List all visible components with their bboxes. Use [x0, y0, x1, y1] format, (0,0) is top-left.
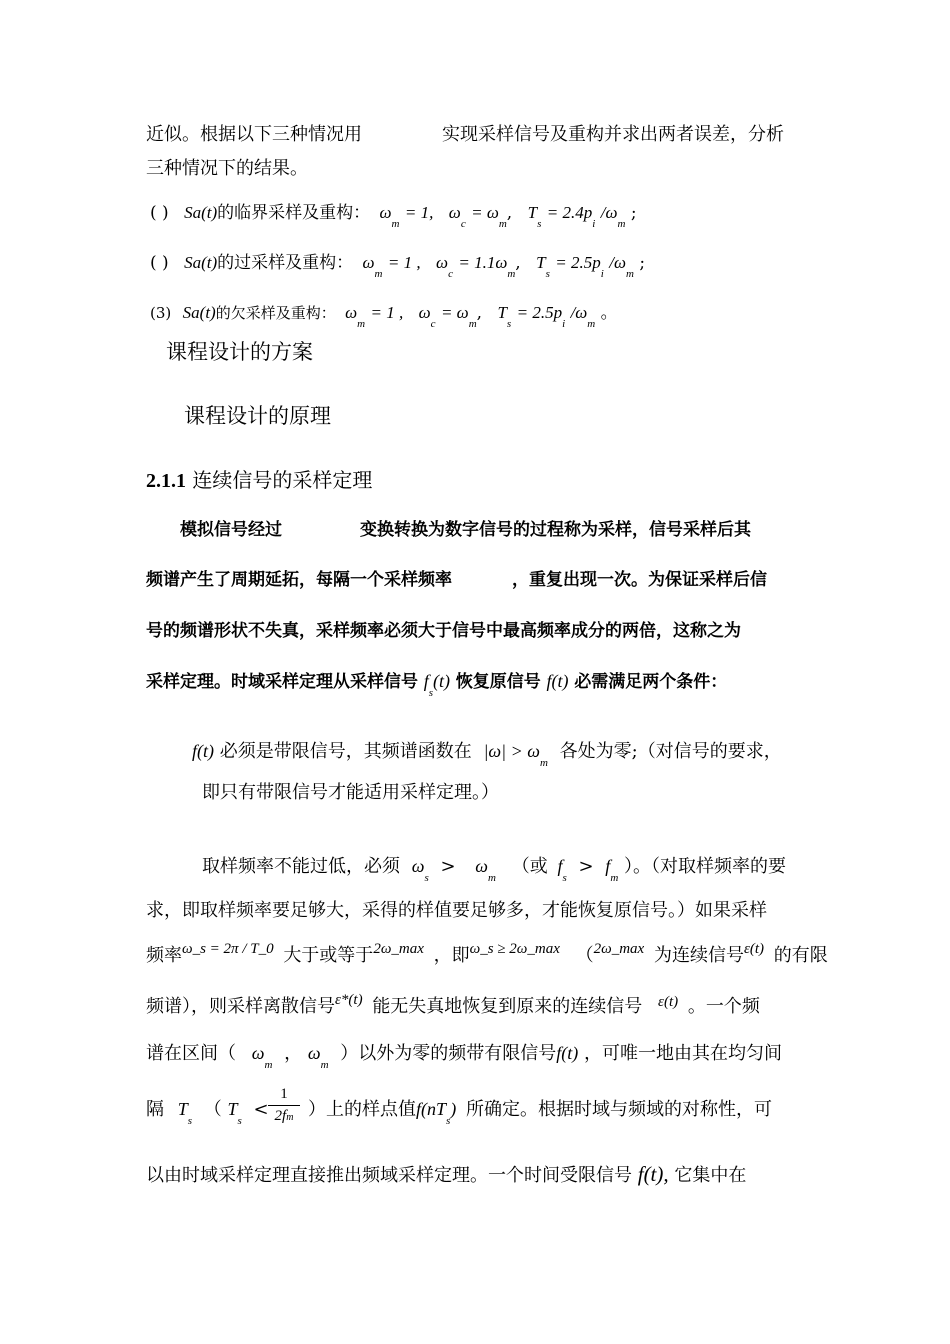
case-1-omega-c: ω [448, 203, 461, 222]
para3-l1-text-a: 取样频率不能过低，必须 [202, 856, 400, 877]
case-2-desc: 的过采样及重构： [217, 253, 354, 273]
case-1-slash-omega: /ω [600, 203, 618, 222]
para3-l6-text-c: ）上的样点值 [308, 1099, 416, 1120]
para1-l4-text-c: 必需满足两个条件： [574, 672, 728, 692]
case-2-f2-rest: = 1.1ω [458, 253, 508, 272]
sub: m [617, 218, 626, 230]
math-omega-gt: |ω| > ω [483, 741, 540, 761]
para3-line5: 谱在区间（ $\omega_m$ ， $\omega_m$ ）以外为零的频带有限信号f(t) ，可唯一地由其在均匀间 [146, 1043, 783, 1071]
sub: m [625, 268, 634, 280]
case-3-number: (3) [150, 304, 172, 322]
case-2-omega-m: ω [362, 253, 375, 272]
para3-l5-text-c: ，可唯一地由其在均匀间 [584, 1043, 783, 1064]
para3-l5-text-a: 谱在区间（ [146, 1043, 236, 1064]
fraction-bar [268, 1105, 300, 1106]
math-epsilon-star: ε*(t) [335, 992, 363, 1008]
case-3-omega-m: ω [345, 303, 358, 322]
sub: m [539, 757, 548, 769]
sub: m [468, 318, 477, 330]
sub: c [448, 268, 453, 280]
fraction-1-over-2fm [268, 1086, 300, 1125]
sub: m [488, 872, 496, 884]
math-Ts: T [177, 1099, 188, 1119]
para3-line3 [146, 941, 828, 968]
case-2-f3-rest: = 2.5 [555, 253, 593, 272]
sub: m [286, 1112, 294, 1123]
math-epsilon-t: ε(t) [743, 941, 765, 957]
case-2-p: p [592, 253, 601, 272]
para3-l4-text-a: 频谱），则采样离散信号 [146, 996, 335, 1017]
paren-open: （ [203, 1099, 222, 1120]
sub: i [600, 268, 604, 280]
case-3-f2-rest: = ω [440, 303, 469, 322]
sub: m [587, 318, 596, 330]
sub: m [357, 318, 366, 330]
math-ft: f(t) [192, 741, 214, 761]
gt: > [578, 856, 594, 877]
case-3-slash-omega: /ω [570, 303, 588, 322]
sub: m [498, 218, 507, 230]
heading-principle: 课程设计的原理 [184, 404, 331, 428]
math-omega-m: ω [251, 1043, 265, 1063]
case-2-slash-omega: /ω [609, 253, 626, 272]
sub: c [430, 318, 436, 330]
para3-l3-text-a: 频率 [146, 945, 182, 966]
sub: s [446, 1115, 451, 1127]
para1-line1b: 变换转换为数字信号的过程称为采样，信号采样后其 [360, 520, 751, 540]
para3-l1-text-b: （或 [511, 856, 548, 877]
para3-l4-text-c: 。一个频 [687, 996, 760, 1017]
intro-line-1 [146, 124, 362, 146]
math-ft: f(t), [637, 1162, 669, 1186]
case-1-func: Sa(t) [184, 203, 218, 222]
intro-text-a: 近似。根据以下三种情况用 [146, 124, 362, 145]
section-heading [146, 466, 372, 495]
case-1-f3-rest: = 2.4 [546, 203, 584, 222]
math-fs: f [557, 856, 563, 876]
case-1-number: ( ) [150, 203, 169, 223]
math-fnTs: f(nT [416, 1099, 447, 1119]
math-2omega-max: 2ω_max [373, 941, 424, 957]
sub: s [545, 268, 550, 280]
para3-l3-text-b: 大于或等于 [283, 945, 374, 966]
para1-l4-text-a: 采样定理。时域采样定理从采样信号 [146, 672, 418, 692]
math-omega-s: ω [411, 856, 425, 876]
sub: c [460, 218, 466, 230]
para3-line1 [202, 855, 786, 884]
comma: , [506, 203, 513, 223]
gt: > [440, 856, 456, 877]
para2-text-a: 必须是带限信号，其频谱函数在 [219, 741, 472, 762]
math-ft: f(t) [556, 1043, 579, 1063]
para3-l7-text-b: 它集中在 [674, 1165, 747, 1186]
sub: s [424, 872, 429, 884]
case-2-f1-rest: = 1 , [387, 253, 421, 272]
case-2-number: ( ) [150, 253, 169, 273]
math-epsilon-t: ε(t) [658, 994, 679, 1010]
case-2-omega-c: ω [436, 253, 449, 272]
para3-l3-text-f: 的有限 [773, 945, 828, 966]
fraction-numerator: 1 [280, 1086, 288, 1102]
case-3-omega-c: ω [418, 303, 431, 322]
sub: s [537, 218, 542, 230]
para3-l6-text-a: 隔 [146, 1099, 164, 1120]
case-1-T: T [527, 203, 538, 222]
para1-line2a: 频谱产生了周期延拓，每隔一个采样频率 [146, 570, 452, 590]
para3-l6-text-d: 所确定。根据时域与频域的对称性，可 [466, 1099, 773, 1120]
sub: i [592, 218, 596, 230]
paren-close: ) [450, 1099, 457, 1119]
intro-line-2 [146, 158, 308, 180]
math-t: (t) [433, 671, 451, 691]
para3-line7 [146, 1163, 746, 1187]
case-1-f2-rest: = ω [471, 203, 499, 222]
case-3 [150, 302, 618, 330]
paren-open: （ [575, 945, 594, 966]
comma: , [476, 303, 483, 323]
case-3-end: 。 [600, 303, 618, 323]
para1-line1a: 模拟信号经过 [180, 520, 282, 540]
sub: s [562, 872, 567, 884]
case-3-func: Sa(t) [182, 303, 216, 322]
para2-text-b: 各处为零;（对信号的要求， [559, 741, 782, 762]
para2-line2: 即只有带限信号才能适用采样定理。） [202, 782, 499, 803]
para3-l5-text-b: ）以外为零的频带有限信号 [340, 1043, 557, 1064]
para1-line3: 号的频谱形状不失真，采样频率必须大于信号中最高频率成分的两倍，这称之为 [146, 621, 741, 641]
math-omega-m: ω [475, 856, 489, 876]
math-omega-m: ω [307, 1043, 321, 1063]
case-2-end: ; [639, 253, 646, 273]
para3-line2: 求，即取样频率要足够大，采得的样值要足够多，才能恢复原信号。）如果采样 [146, 900, 767, 921]
para3-l3-text-e: 为连续信号 [653, 945, 744, 966]
para3-line6b [308, 1098, 773, 1127]
math-2omega-max: 2ω_max [593, 941, 645, 957]
sub: m [264, 1059, 273, 1071]
case-1-p: p [583, 203, 593, 222]
case-1-f1-rest: = 1, [404, 203, 434, 222]
sub: s [187, 1115, 193, 1127]
para3-line4 [146, 992, 760, 1019]
case-3-T: T [497, 303, 507, 322]
intro-text-c: 三种情况下的结果。 [146, 158, 308, 179]
case-3-p: p [553, 303, 563, 322]
sub: m [391, 218, 400, 230]
sub: m [374, 268, 383, 280]
den-text: 2f [274, 1108, 287, 1124]
math-Ts: T [227, 1099, 238, 1119]
para1-l4-text-b: 恢复原信号 [455, 672, 541, 692]
case-2-T: T [536, 253, 546, 272]
case-2-func: Sa(t) [184, 253, 218, 272]
para2-line1 [192, 740, 782, 769]
sub: s [237, 1115, 242, 1127]
math-omega-ineq: ω_s ≥ 2ω_max [469, 941, 560, 957]
case-3-f3-rest: = 2.5 [516, 303, 554, 322]
para3-l4-text-b: 能无失真地恢复到原来的连续信号 [372, 996, 643, 1017]
section-number: 2.1.1 [146, 470, 186, 492]
intro-text-b: 实现采样信号及重构并求出两者误差，分析 [442, 124, 784, 145]
math-fs: f [423, 671, 429, 691]
sub: m [507, 268, 516, 280]
para1-line4 [146, 670, 728, 699]
sub: m [610, 872, 619, 884]
math-omega-s-def: ω_s = 2π / T_0 [182, 941, 274, 957]
case-3-f1-rest: = 1 , [370, 303, 404, 322]
case-3-desc: 的欠采样及重构： [215, 304, 336, 322]
heading-scheme: 课程设计的方案 [166, 340, 313, 364]
sub: m [320, 1059, 329, 1071]
comma: , [515, 253, 521, 273]
para3-l3-text-c: ，即 [433, 945, 470, 966]
case-1-end: ; [630, 203, 637, 223]
case-1 [150, 202, 637, 230]
section-title: 连续信号的采样定理 [192, 468, 373, 492]
case-1-omega-m: ω [379, 203, 392, 222]
para3-l7-text-a: 以由时域采样定理直接推出频域采样定理。一个时间受限信号 [146, 1165, 632, 1186]
para3-line6 [146, 1098, 269, 1127]
para1-line2b: ，重复出现一次。为保证采样后信 [512, 570, 767, 590]
sub: i [562, 318, 566, 330]
lt: < [253, 1099, 269, 1120]
sub: s [428, 687, 434, 699]
case-1-desc: 的临界采样及重构： [217, 203, 371, 223]
math-fm: f [605, 856, 611, 876]
case-2 [150, 252, 646, 280]
para3-l1-text-c: ）。（对取样频率的要 [624, 856, 786, 877]
fraction-denominator [268, 1108, 300, 1125]
intro-line-1b [442, 124, 784, 146]
sub: s [506, 318, 512, 330]
math-ft: f(t) [546, 671, 569, 691]
